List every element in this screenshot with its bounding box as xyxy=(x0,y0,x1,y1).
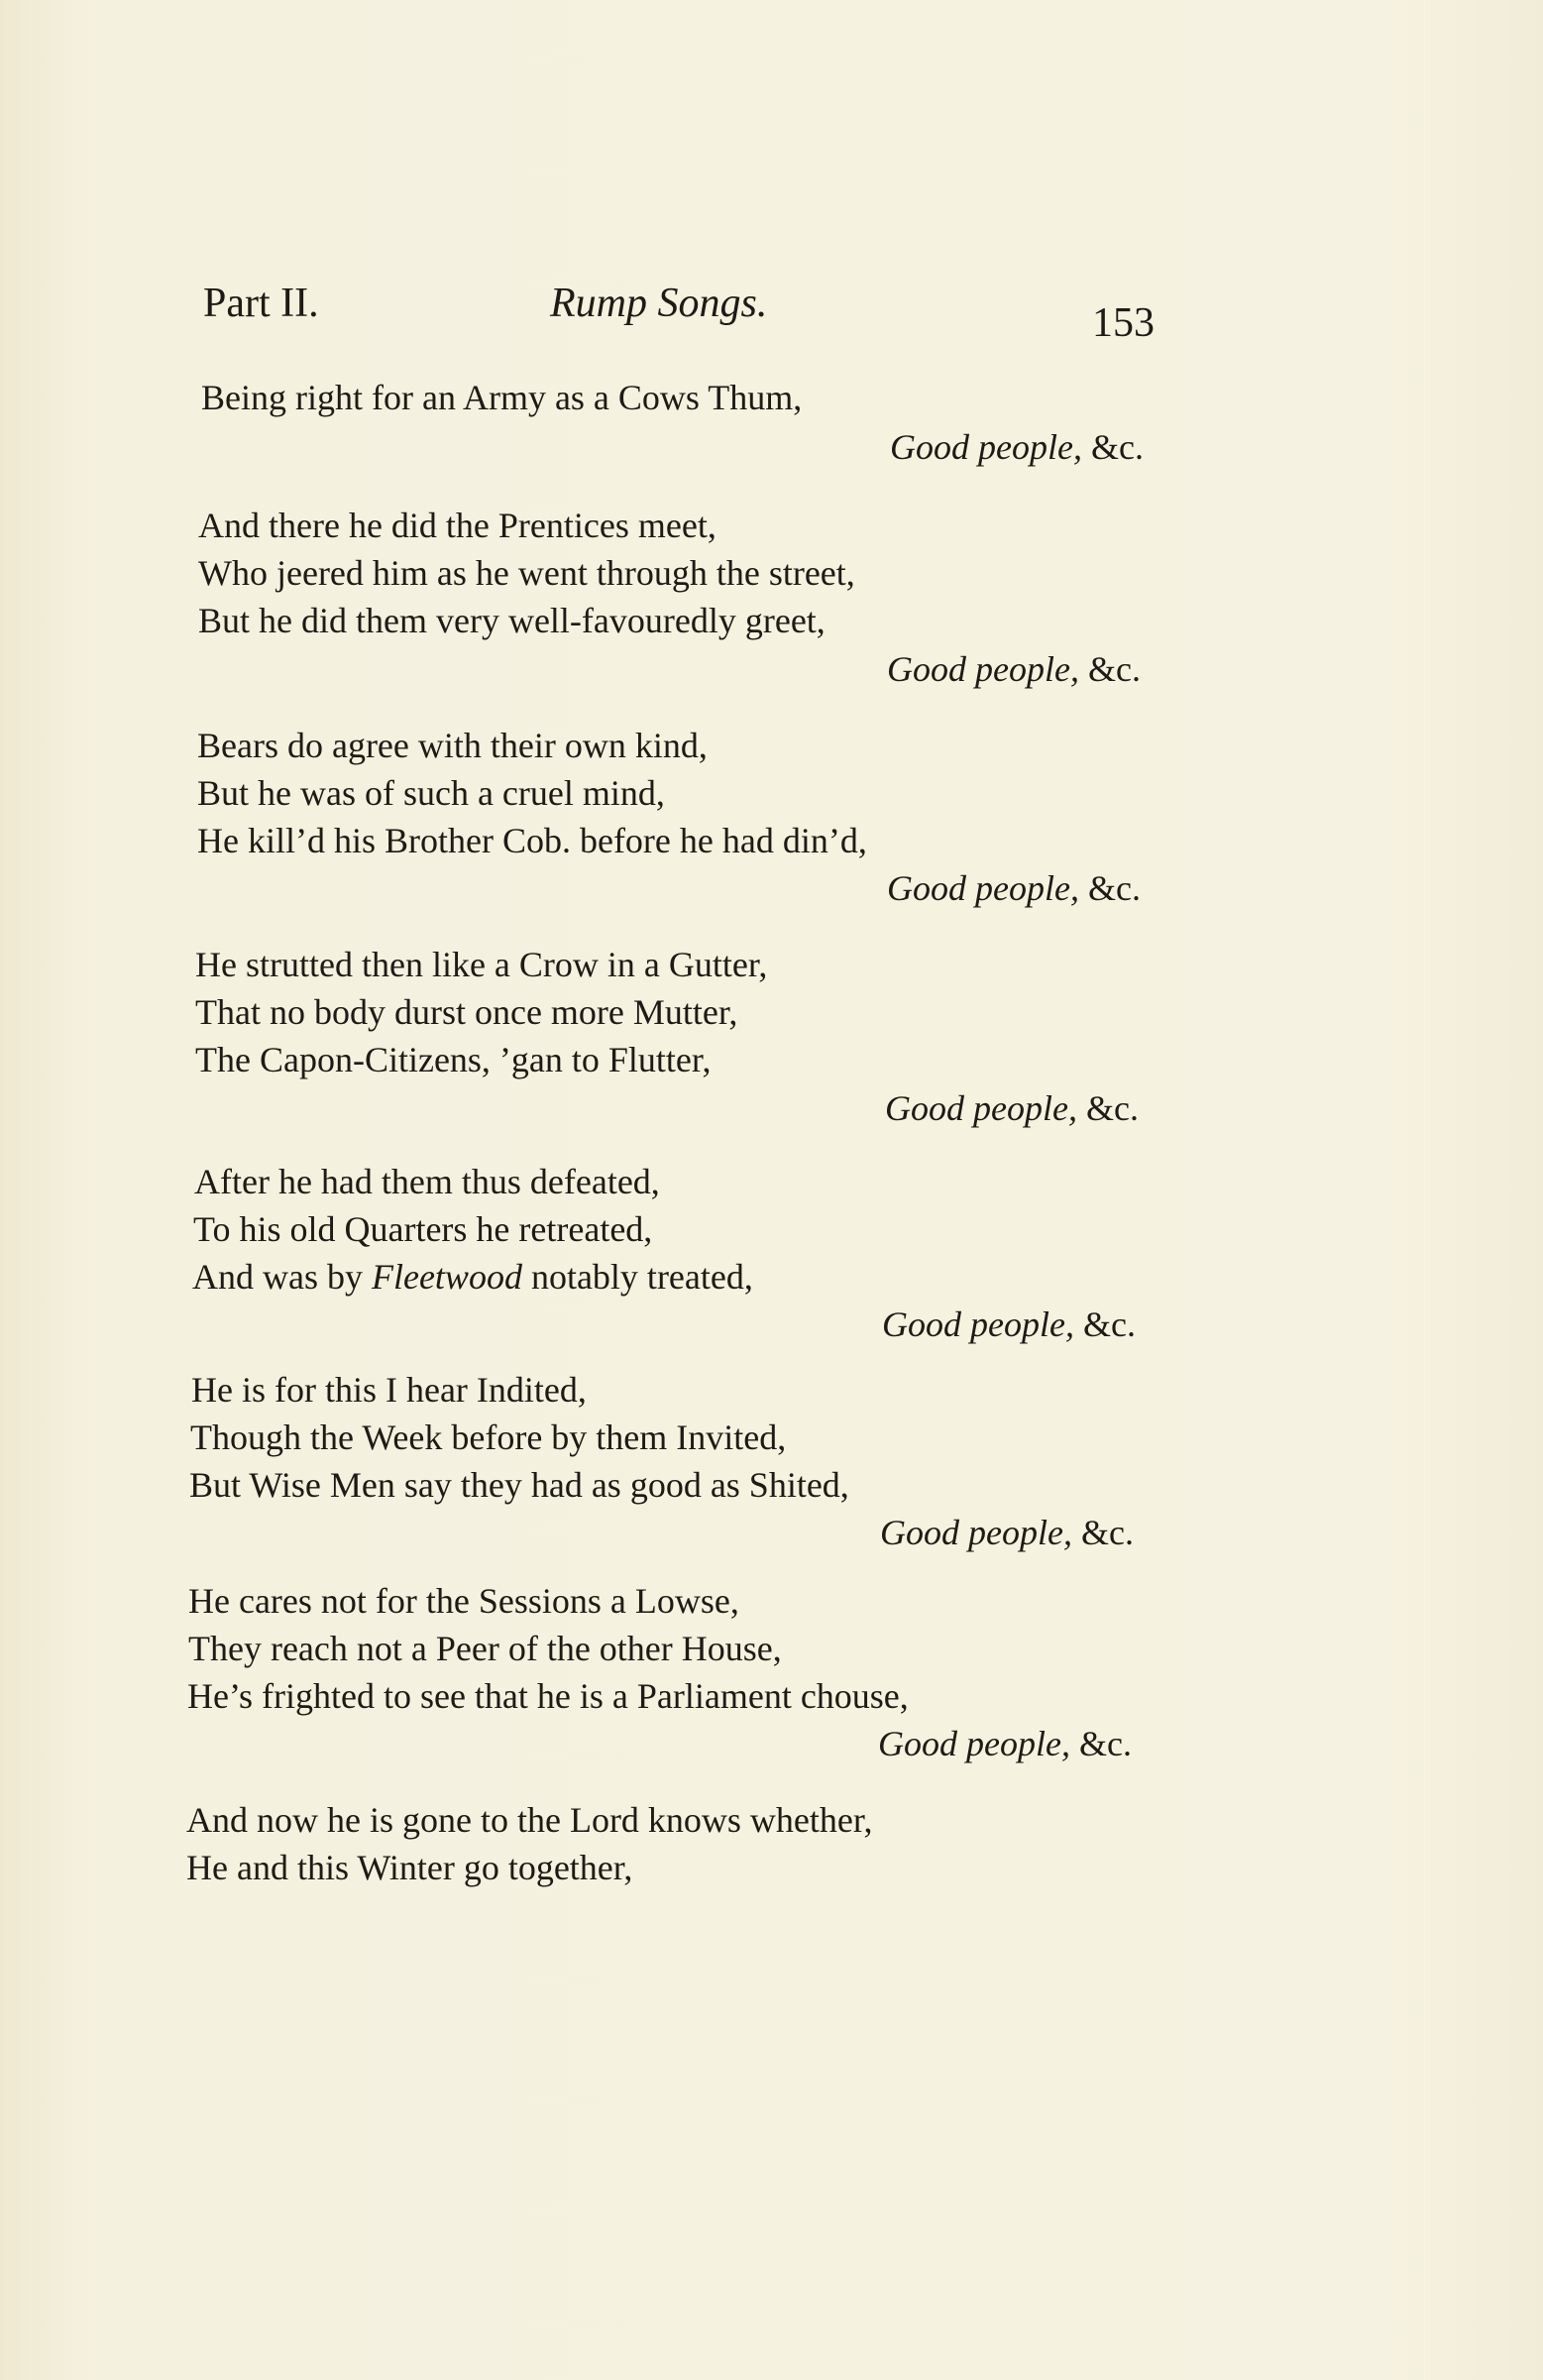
verse-text: notably treated, xyxy=(530,1257,753,1297)
verse-line: But he was of such a cruel mind, xyxy=(197,773,665,813)
verse-line: But Wise Men say they had as good as Shited, xyxy=(189,1465,849,1505)
verse-line: He and this Winter go together, xyxy=(186,1848,633,1887)
refrain-etc: &c. xyxy=(1082,1304,1136,1344)
refrain-text: Good people, xyxy=(887,868,1079,908)
running-title: Rump Songs. xyxy=(550,281,768,326)
part-label: Part II. xyxy=(203,281,319,326)
page-number: 153 xyxy=(1092,300,1155,346)
running-header xyxy=(203,280,1155,349)
refrain-text: Good people, xyxy=(880,1513,1072,1552)
refrain-line xyxy=(880,1515,1134,1550)
verse-line xyxy=(192,1259,753,1295)
verse-line: He is for this I hear Indited, xyxy=(191,1370,587,1410)
refrain-text: Good people, xyxy=(890,427,1082,467)
refrain-etc: &c. xyxy=(1080,1513,1134,1552)
verse-line: That no body durst once more Mutter, xyxy=(195,992,738,1032)
refrain-text: Good people, xyxy=(878,1724,1070,1763)
verse-line: They reach not a Peer of the other House, xyxy=(188,1629,782,1668)
verse-line: Being right for an Army as a Cows Thum, xyxy=(201,378,803,417)
verse-line: To his old Quarters he retreated, xyxy=(193,1209,653,1249)
proper-name-fleetwood: Fleetwood xyxy=(371,1257,522,1297)
verse-line: But he did them very well-favouredly greet, xyxy=(198,601,826,640)
refrain-text: Good people, xyxy=(887,649,1079,689)
verse-line: And now he is gone to the Lord knows whether, xyxy=(186,1800,873,1840)
refrain-etc: &c. xyxy=(1078,1724,1132,1763)
refrain-text: Good people, xyxy=(882,1304,1074,1344)
verse-line: The Capon-Citizens, ’gan to Flutter, xyxy=(195,1040,712,1079)
refrain-etc: &c. xyxy=(1087,649,1141,689)
verse-line: Who jeered him as he went through the street, xyxy=(198,553,855,593)
verse-line: And there he did the Prentices meet, xyxy=(198,506,716,545)
refrain-etc: &c. xyxy=(1090,427,1144,467)
verse-line: Bears do agree with their own kind, xyxy=(197,726,708,765)
verse-line: After he had them thus defeated, xyxy=(194,1162,660,1201)
verse-line: He’s frighted to see that he is a Parliament chouse, xyxy=(187,1676,909,1716)
verse-line: He kill’d his Brother Cob. before he had din’d, xyxy=(197,821,867,860)
verse-text: And was by xyxy=(192,1257,363,1297)
refrain-etc: &c. xyxy=(1085,1088,1139,1128)
refrain-line xyxy=(890,429,1144,465)
verse-line: He cares not for the Sessions a Lowse, xyxy=(188,1581,739,1621)
verse-line: Though the Week before by them Invited, xyxy=(190,1417,787,1457)
refrain-text: Good people, xyxy=(885,1088,1077,1128)
refrain-etc: &c. xyxy=(1087,868,1141,908)
refrain-line xyxy=(887,651,1141,687)
refrain-line xyxy=(878,1726,1132,1761)
refrain-line xyxy=(887,870,1141,906)
refrain-line xyxy=(882,1306,1136,1342)
verse-line: He strutted then like a Crow in a Gutter, xyxy=(195,945,768,984)
refrain-line xyxy=(885,1090,1139,1126)
